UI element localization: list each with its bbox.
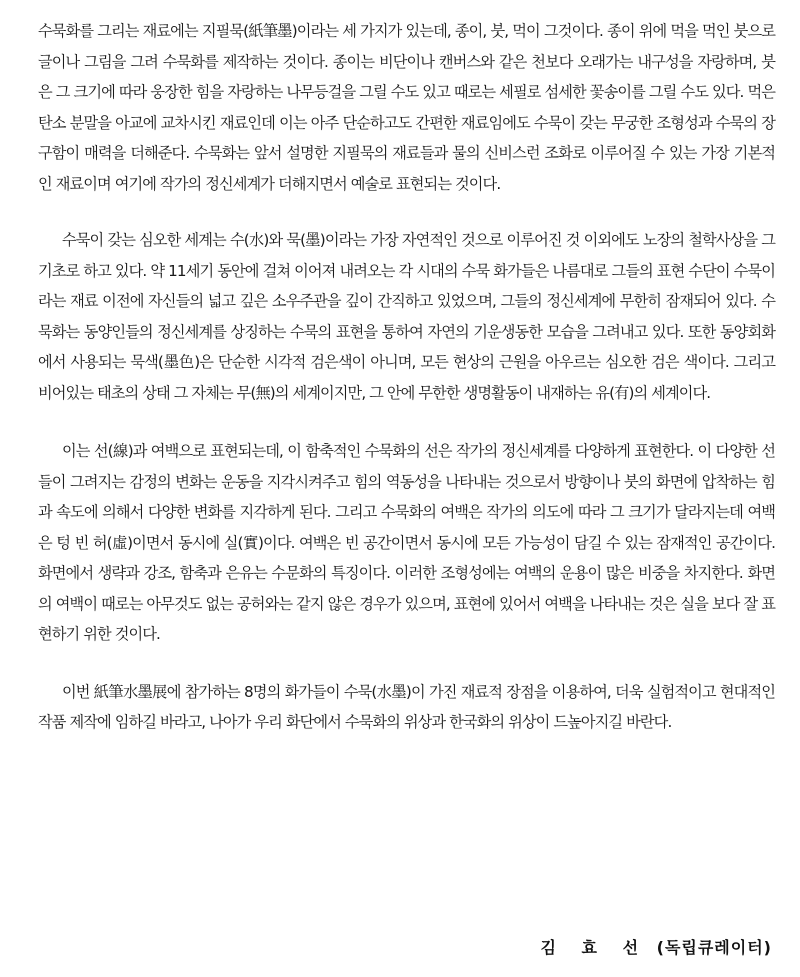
paragraph-exhibition: 이번 紙筆水墨展에 참가하는 8명의 화가들이 수묵(水墨)이 가진 재료적 장점을 이용하여, 더욱 실험적이고 현대적인 작품 제작에 임하길 바라고, 나아가 우리 화단에서 수묵화의 위상과 한국화의 위상이 드높아지길 바란다.	[38, 682, 775, 731]
paragraph-materials: 수묵화를 그리는 재료에는 지필묵(紙筆墨)이라는 세 가지가 있는데, 종이, 붓, 먹이 그것이다. 종이 위에 먹을 먹인 붓으로 글이나 그림을 그려 수묵화를 제작하는 것이다. 종이는 비단이나 캔버스와 같은 천보다 오래가는 내구성을 자랑하며, 붓은 그 크기에 따라 웅장한 힘을 자랑하는 나무등걸을 그릴 수도 있고 때로는 세필로 섬세한 꽃송이를 그릴 수도 있다. 먹은 탄소 분말을 아교에 교차시킨 재료인데 이는 아주 단순하고도 간편한 재료임에도 수묵이 갖는 무궁한 조형성과 수묵의 장구함이 매력을 더해준다. 수묵화는 앞서 설명한 지필묵의 재료들과 물의 신비스런 조화로 이루어질 수 있는 가장 기본적인 재료이며 여기에 작가의 정신세계가 더해지면서 예술로 표현되는 것이다.	[38, 22, 775, 193]
paragraph-spacer	[38, 650, 775, 677]
paragraph-line-and-space: 이는 선(線)과 여백으로 표현되는데, 이 함축적인 수묵화의 선은 작가의 정신세계를 다양하게 표현한다. 이 다양한 선들이 그려지는 감정의 변화는 운동을 지각시켜주고 힘의 역동성을 나타내는 것으로서 방향이나 붓의 화면에 압착하는 힘과 속도에 의해서 다양한 변화를 지각하게 된다. 그리고 수묵화의 여백은 작가의 의도에 따라 그 크기가 달라지는데 여백은 텅 빈 허(虛)이면서 동시에 실(實)이다. 여백은 빈 공간이면서 동시에 모든 가능성이 담길 수 있는 잠재적인 공간이다. 화면에서 생략과 강조, 함축과 은유는 수문화의 특징이다. 이러한 조형성에는 여백의 운용이 많은 비중을 차지한다. 화면의 여백이 때로는 아무것도 없는 공허와는 같지 않은 경우가 있으며, 표현에 있어서 여백을 나타내는 것은 실을 보다 잘 표현하기 위한 것이다.	[38, 442, 775, 643]
paragraph-spacer	[38, 408, 775, 436]
paragraph-philosophy: 수묵이 갖는 심오한 세계는 수(水)와 묵(墨)이라는 가장 자연적인 것으로 이루어진 것 이외에도 노장의 철학사상을 그 기초로 하고 있다. 약 11세기 동안에 걸쳐 이어져 내려오는 각 시대의 수묵 화가들은 나름대로 그들의 표현 수단이 수묵이라는 재료 이전에 자신들의 넓고 깊은 소우주관을 깊이 간직하고 있었으며, 그들의 정신세계에 무한히 잠재되어 있다. 수묵화는 동양인들의 정신세계를 상징하는 수묵의 표현을 통하여 자연의 기운생동한 모습을 그려내고 있다. 또한 동양회화에서 사용되는 묵색(墨色)은 단순한 시각적 검은색이 아니며, 모든 현상의 근원을 아우르는 심오한 검은 색이다. 그리고 비어있는 태초의 상태 그 자체는 무(無)의 세계이지만, 그 안에 무한한 생명활동이 내재하는 유(有)의 세계이다.	[38, 231, 775, 402]
author-name: 김 효 선	[540, 938, 649, 957]
paragraph-spacer	[38, 199, 775, 225]
author-title: (독립큐레이터)	[656, 938, 772, 957]
author-signature	[541, 935, 772, 958]
essay-body	[38, 16, 775, 738]
